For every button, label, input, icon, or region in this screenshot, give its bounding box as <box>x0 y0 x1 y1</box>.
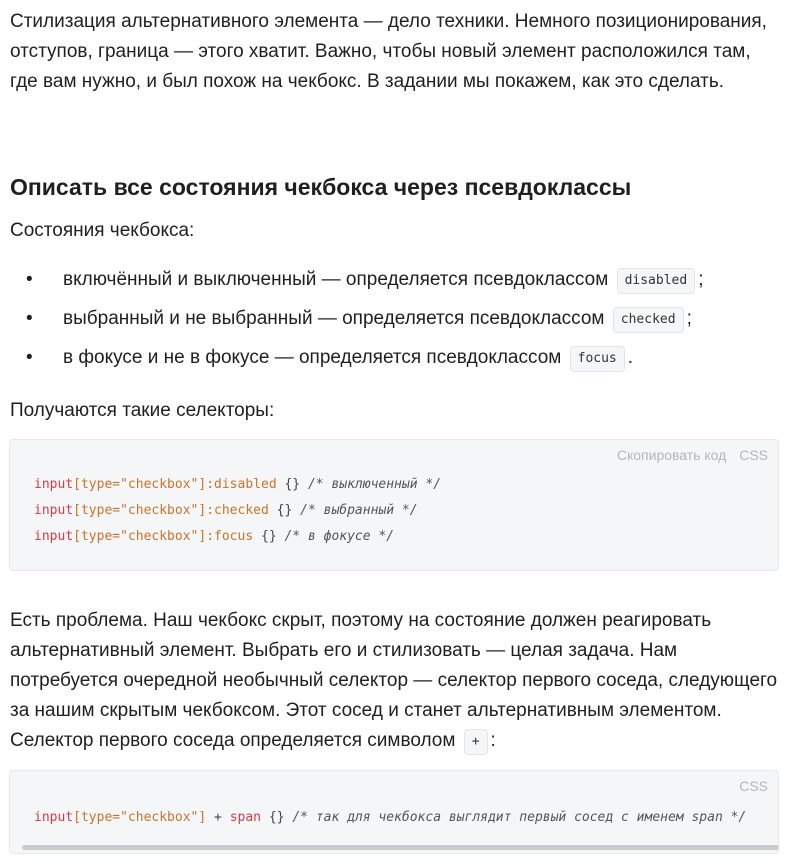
list-item-text: выбранный и не выбранный — определяется псевдоклассом <box>63 308 605 329</box>
inline-code: + <box>464 729 488 755</box>
inline-code: disabled <box>617 268 696 294</box>
horizontal-scrollbar[interactable] <box>22 845 779 850</box>
code-line: input[type="checkbox"]:checked {} /* выбранный */ <box>34 503 418 518</box>
code-block-selectors <box>9 439 779 571</box>
list-item-tail: ; <box>686 308 692 329</box>
code-line: input[type="checkbox"]:focus {} /* в фокусе */ <box>34 529 395 544</box>
bullet-icon: • <box>26 269 33 290</box>
list-item-text: включённый и выключенный — определяется псевдоклассом <box>63 269 609 290</box>
code-line: input[type="checkbox"]:disabled {} /* выключенный */ <box>34 477 442 492</box>
code-block-sibling <box>9 770 779 854</box>
intro-paragraph: Стилизация альтернативного элемента — дело техники. Немного позиционирования, отступов, граница — этого хватит. Важно, чтобы новый элемент расположился там, где вам нужно, и был похож на чекбокс. В задании мы покажем, как это сделать. <box>10 11 767 92</box>
code-line: input[type="checkbox"] + span {} /* так для чекбокса выглядит первый сосед с именем span */ <box>34 810 747 825</box>
states-label: Состояния чекбокса: <box>10 220 195 241</box>
section-title: Описать все состояния чекбокса через псевдоклассы <box>10 174 632 200</box>
selectors-label: Получаются такие селекторы: <box>10 400 275 421</box>
list-item-tail: ; <box>698 269 704 290</box>
list-item-text: в фокусе и не в фокусе — определяется псевдоклассом <box>63 347 562 368</box>
copy-code-button[interactable]: Скопировать код <box>616 447 727 463</box>
bullet-icon: • <box>26 347 33 368</box>
problem-paragraph: Есть проблема. Наш чекбокс скрыт, поэтому на состояние должен реагировать альтернативный элемент. Выбрать его и стилизовать — целая задача. Нам потребуется очередной необычный селектор — селектор первого соседа, следующего за нашим скрытым чекбоксом. Этот сосед и станет альтернативным элементом. Селектор первого соседа определяется символом + : <box>10 606 780 756</box>
bullet-icon: • <box>26 308 33 329</box>
code-language-label: CSS <box>739 778 768 794</box>
list-item-tail: . <box>627 347 634 368</box>
code-language-label: CSS <box>739 447 768 463</box>
inline-code: focus <box>570 346 625 372</box>
inline-code: checked <box>613 307 684 333</box>
